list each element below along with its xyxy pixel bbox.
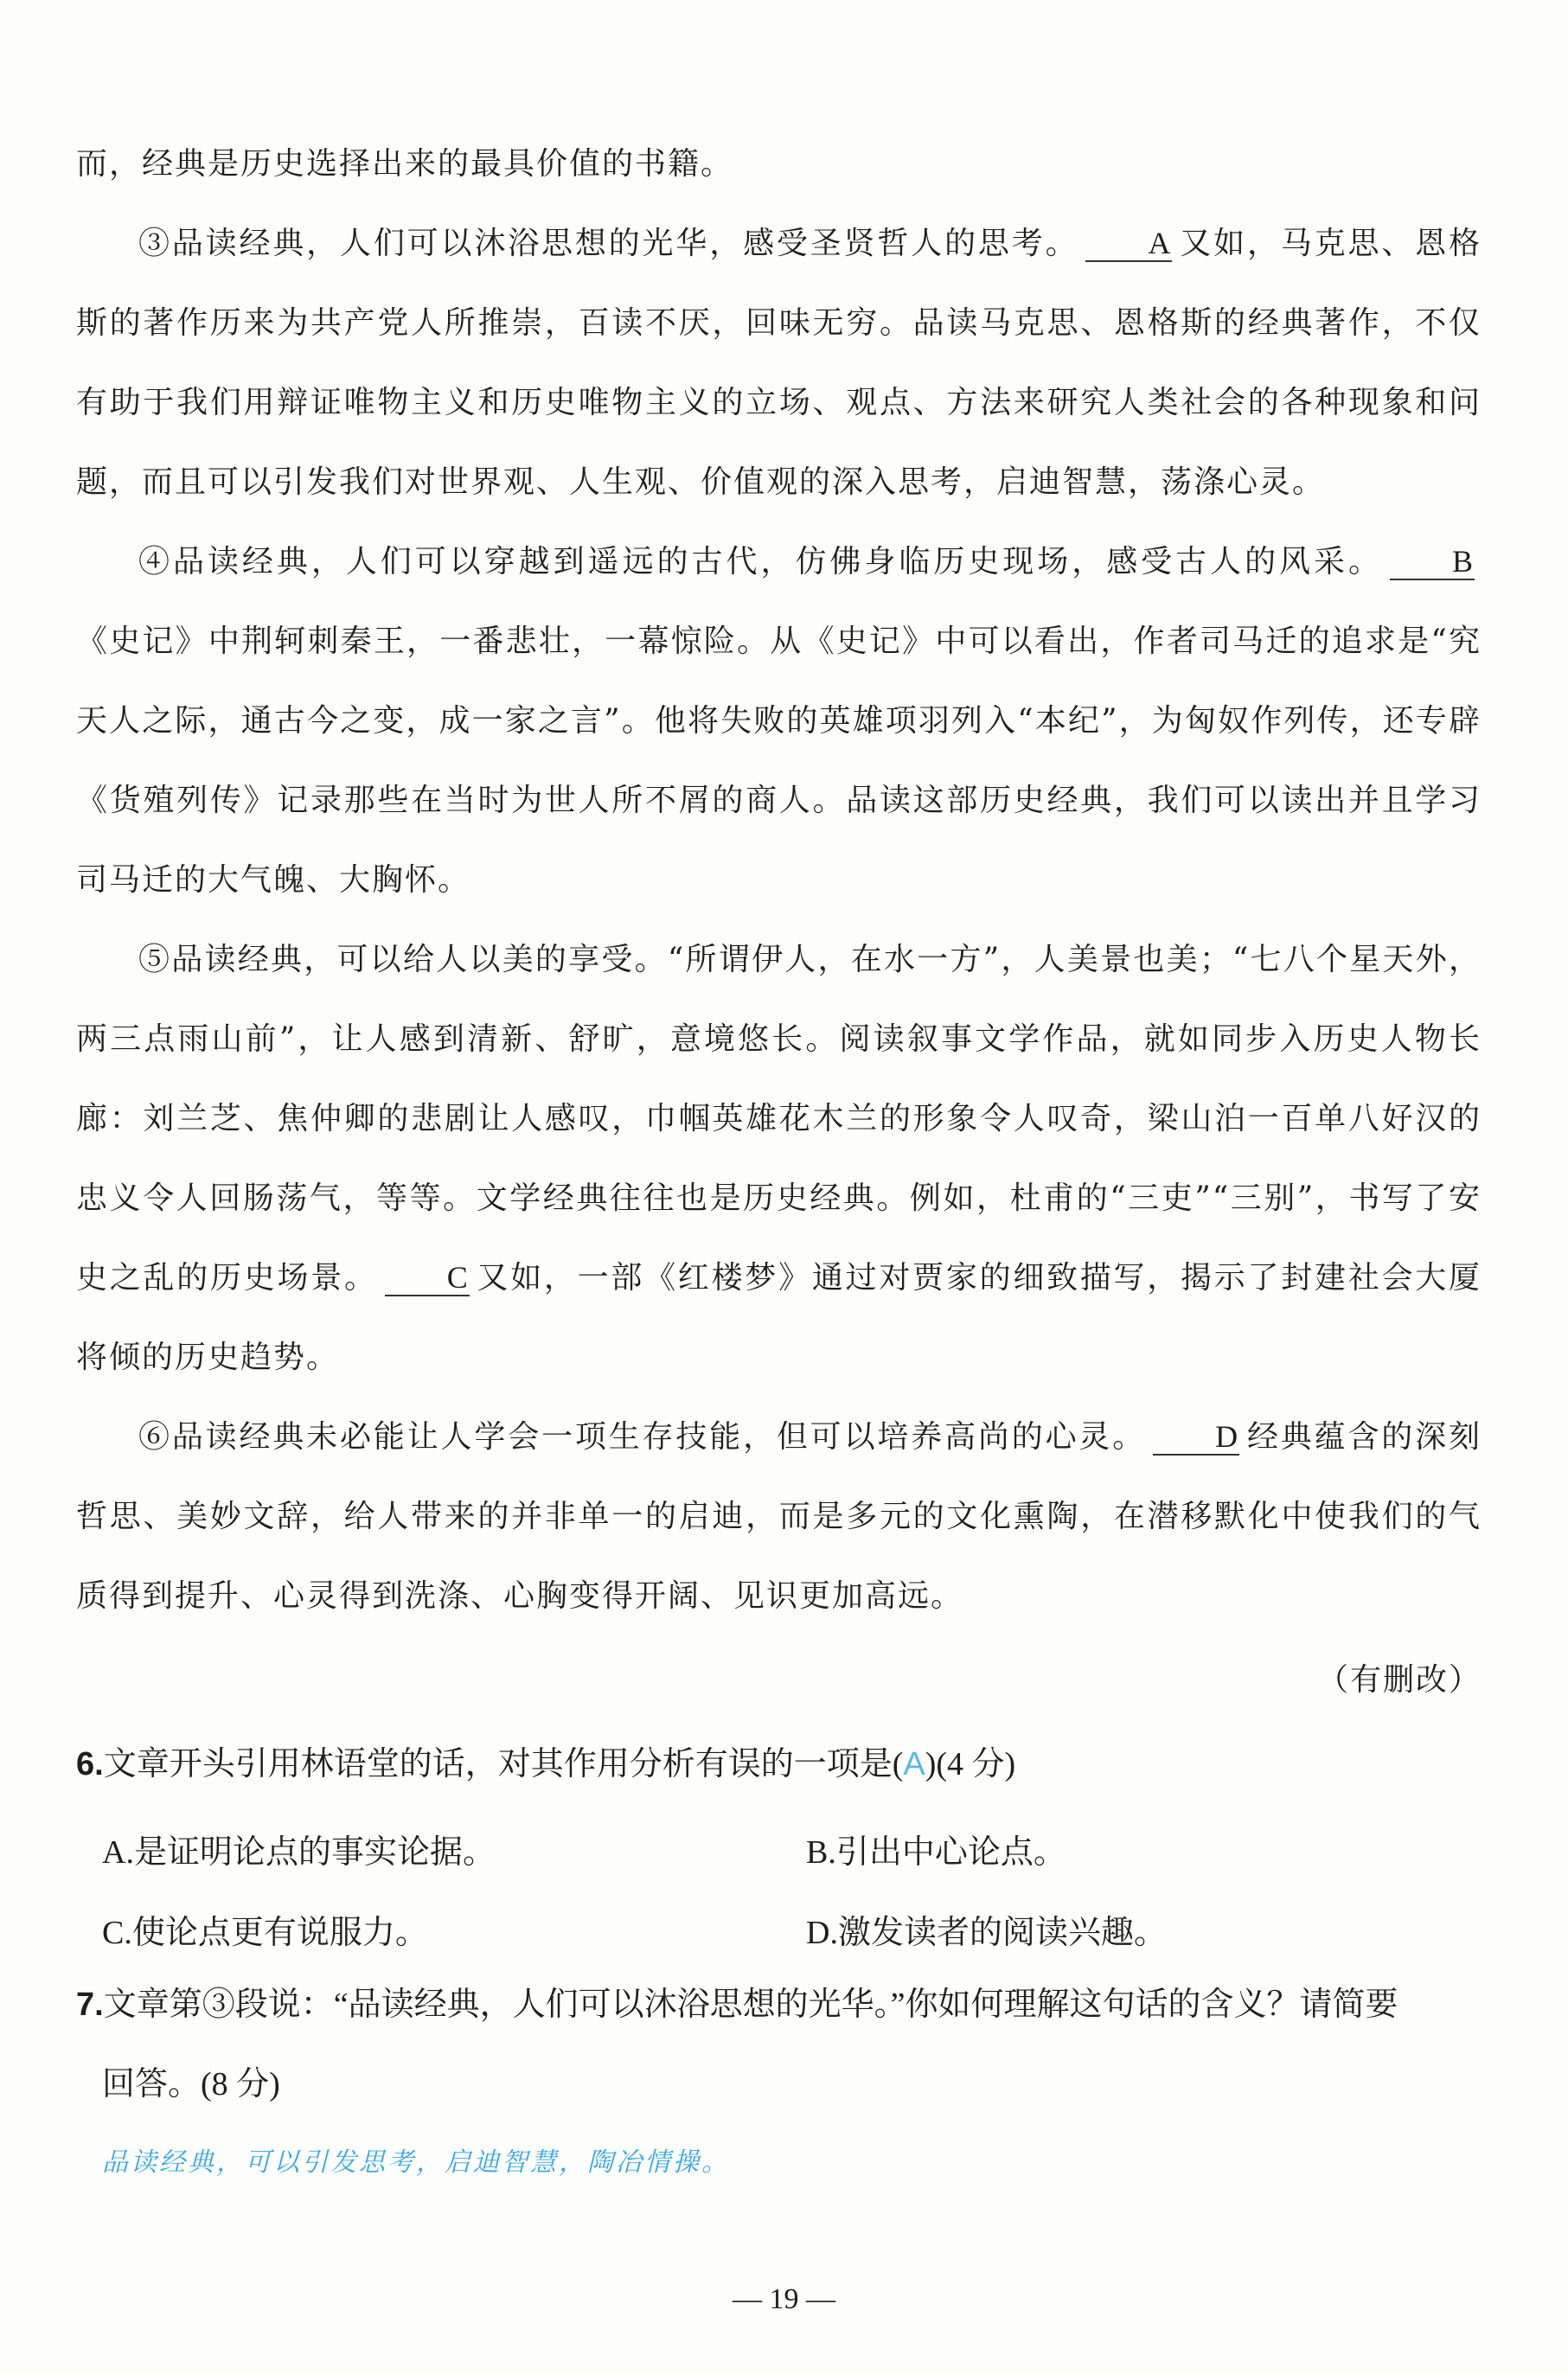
blank-a: A <box>1085 226 1172 262</box>
option-b: B.引出中心论点。 <box>806 1834 1066 1871</box>
question-number: 7. <box>76 1987 104 2023</box>
paragraph-text: ④品读经典，人们可以穿越到遥远的古代，仿佛身临历史现场，感受古人的风采。 <box>138 544 1383 579</box>
paragraph-6 <box>76 1398 1482 1636</box>
blank-b: B <box>1390 544 1475 580</box>
question-7-stem <box>76 1965 1482 2044</box>
handwritten-answer: 品读经典，可以引发思考，启迪智慧，陶冶情操。 <box>102 2147 730 2178</box>
option-a: A.是证明论点的事实论据。 <box>102 1834 496 1871</box>
option-d: D.激发读者的阅读兴趣。 <box>806 1915 1167 1951</box>
paragraph-text: ③品读经典，人们可以沐浴思想的光华，感受圣贤哲人的思考。 <box>138 226 1079 261</box>
option-c: C.使论点更有说服力。 <box>102 1915 428 1951</box>
question-text: )(4 分) <box>925 1746 1016 1782</box>
source-note: （有删改） <box>1316 1662 1482 1698</box>
paragraph-5 <box>76 920 1482 1398</box>
answer-mark: A <box>903 1746 925 1782</box>
question-text: 文章第③段说：“品读经典，人们可以沐浴思想的光华。”你如何理解这句话的含义？请简要 <box>103 1987 1398 2023</box>
question-6-stem <box>76 1725 1482 1804</box>
paragraph-4 <box>76 522 1482 920</box>
paragraph-text: 又如，马克思、恩格斯的著作历来为共产党人所推崇，百读不厌，回味无穷。品读马克思、恩格斯的经典著作，不仅有助于我们用辩证唯物主义和历史唯物主义的立场、观点、方法来研究人类社会的各种现象和问题，而且可以引发我们对世界观、人生观、价值观的深入思考，启迪智慧，荡涤心灵。 <box>76 226 1482 500</box>
paragraph-2-tail <box>76 125 1482 204</box>
paragraph-text: 而，经典是历史选择出来的最具价值的书籍。 <box>76 146 734 182</box>
paragraph-text: 《史记》中荆轲刺秦王，一番悲壮，一幕惊险。从《史记》中可以看出，作者司马迁的追求是“究天人之际，通古今之变，成一家之言”。他将失败的英雄项羽列入“本纪”，为匈奴作列传，还专辟《货殖列传》记录那些在当时为世人所不屑的商人。品读这部历史经典，我们可以读出并且学习司马迁的大气魄、大胸怀。 <box>76 624 1482 898</box>
paragraph-text: 又如，一部《红楼梦》通过对贾家的细致描写，揭示了封建社会大厦将倾的历史趋势。 <box>76 1260 1482 1375</box>
blank-c: C <box>385 1260 470 1296</box>
paragraph-text: 经典蕴含的深刻哲思、美妙文辞，给人带来的并非单一的启迪，而是多元的文化熏陶，在潜移默化中使我们的气质得到提升、心灵得到洗涤、心胸变得开阔、见识更加高远。 <box>76 1419 1482 1614</box>
question-text: 文章开头引用林语堂的话，对其作用分析有误的一项是( <box>103 1746 904 1782</box>
blank-d: D <box>1153 1419 1239 1456</box>
question-number: 6. <box>76 1746 104 1782</box>
paragraph-text: ⑥品读经典未必能让人学会一项生存技能，但可以培养高尚的心灵。 <box>138 1419 1147 1455</box>
paragraph-3 <box>76 204 1482 522</box>
page-number: — 19 — <box>733 2283 835 2315</box>
question-7-stem-line2: 回答。(8 分) <box>102 2066 280 2102</box>
paragraph-text: ⑤品读经典，可以给人以美的享受。“所谓伊人，在水一方”，人美景也美；“七八个星天外，两三点雨山前”，让人感到清新、舒旷，意境悠长。阅读叙事文学作品，就如同步入历史人物长廊：刘兰芝、焦仲卿的悲剧让人感叹，巾帼英雄花木兰的形象令人叹奇，梁山泊一百单八好汉的忠义令人回肠荡气，等等。文学经典往往也是历史经典。例如，杜甫的“三吏”“三别”，书写了安史之乱的历史场景。 <box>76 942 1482 1296</box>
